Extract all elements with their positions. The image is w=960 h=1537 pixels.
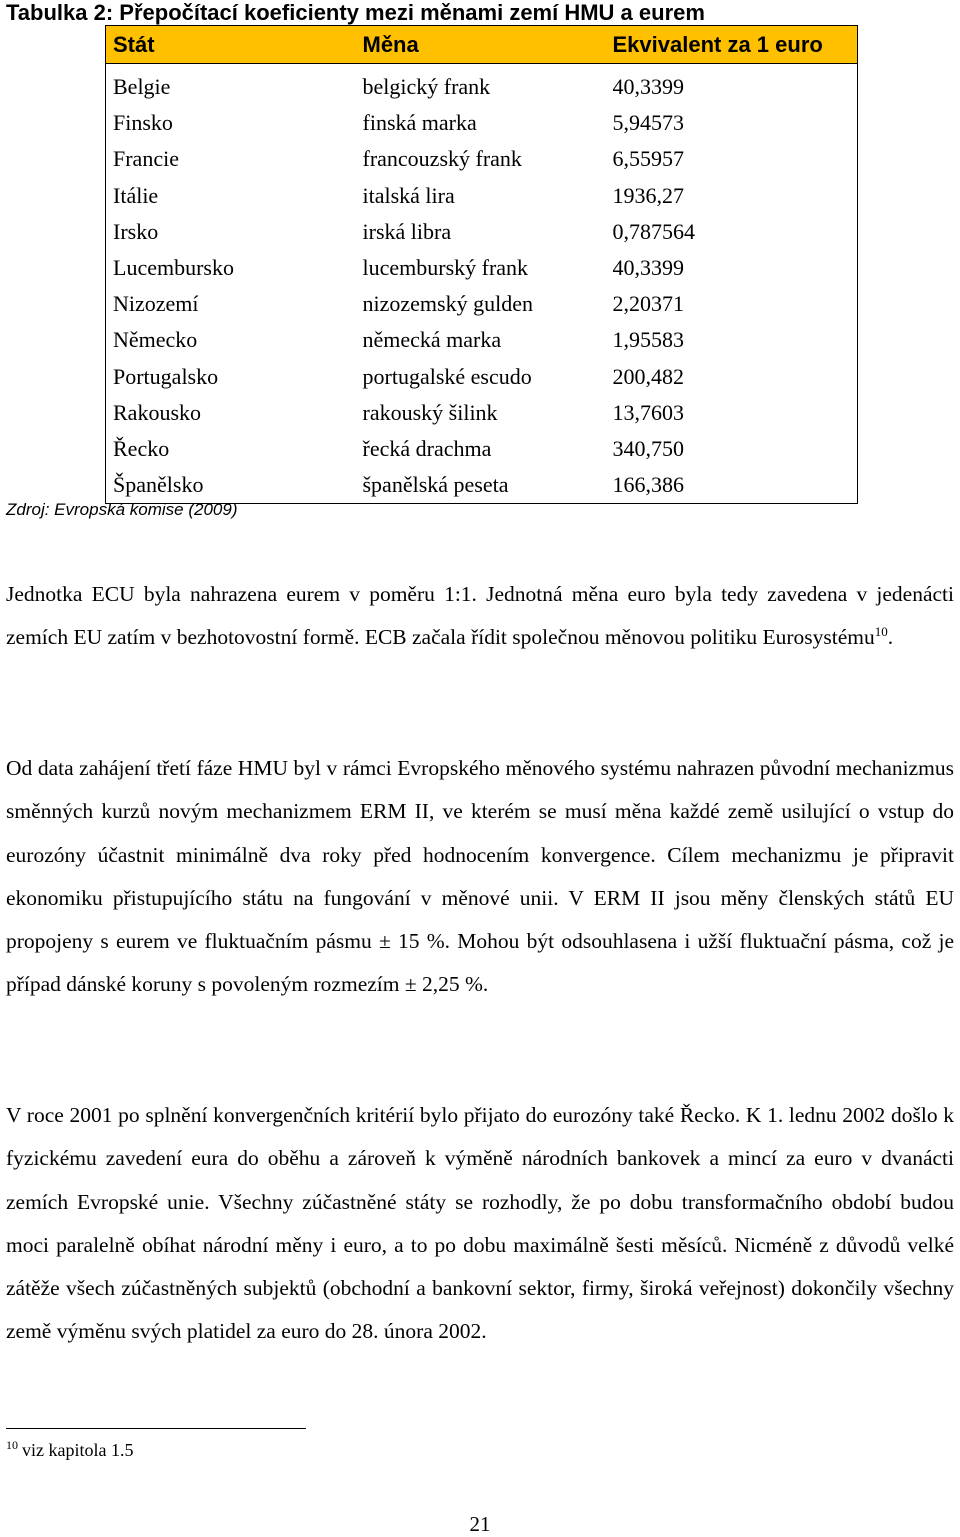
- cell-currency: irská libra: [362, 218, 452, 244]
- cell-rate: 13,7603: [612, 399, 684, 425]
- cell-rate: 40,3399: [612, 255, 684, 281]
- cell-currency: francouzský frank: [362, 146, 522, 172]
- cell-currency: nizozemský gulden: [362, 291, 533, 317]
- cell-rate: 5,94573: [612, 110, 684, 136]
- cell-currency: rakouský šilink: [362, 399, 498, 425]
- table-row: [106, 105, 858, 141]
- paragraph-ecu-end: .: [887, 625, 894, 650]
- paragraph-ecu-text: Jednotka ECU byla nahrazena eurem v poměru 1:1. Jednotná měna euro byla tedy zavedena v jedenácti zemích EU zatím v bezhotovostní formě. ECB začala řídit společnou měnovou politiku Eurosystému: [6, 582, 954, 650]
- cell-rate: 1936,27: [612, 182, 684, 208]
- footnote-separator: [6, 1428, 306, 1429]
- table-row: [106, 214, 858, 250]
- table-row: [106, 431, 858, 467]
- cell-country: Španělsko: [113, 472, 204, 498]
- page-number: 21: [469, 1512, 491, 1536]
- cell-currency: belgický frank: [362, 74, 491, 100]
- table-header-row: [106, 26, 858, 64]
- table-row: [106, 64, 858, 106]
- cell-country: Finsko: [113, 110, 173, 136]
- header-euro-equivalent: Ekvivalent za 1 euro: [606, 26, 858, 64]
- cell-rate: 40,3399: [612, 74, 684, 100]
- cell-rate: 200,482: [612, 363, 684, 389]
- header-country: Stát: [106, 26, 356, 64]
- cell-currency: finská marka: [362, 110, 477, 136]
- cell-currency: portugalské escudo: [362, 363, 532, 389]
- footnote: [6, 1440, 133, 1461]
- cell-currency: španělská peseta: [362, 472, 509, 498]
- table-row: [106, 467, 858, 504]
- cell-country: Řecko: [113, 435, 170, 461]
- paragraph-erm: Od data zahájení třetí fáze HMU byl v rámci Evropského měnového systému nahrazen původní mechanizmus směnných kurzů novým mechanizmem ERM II, ve kterém se musí měna každé země usilující o vstup do eurozóny účastnit minimálně dva roky před hodnocením konvergence. Cílem mechanizmu je připravit ekonomiku přistupujícího státu na fungování v měnové unii. V ERM II jsou měny členských států EU propojeny s eurem ve fluktuačním pásmu ± 15 %. Mohou být odsouhlasena i užší fluktuační pásma, což je případ dánské koruny s povoleným rozmezím ± 2,25 %.: [6, 756, 954, 997]
- cell-country: Nizozemí: [113, 291, 199, 317]
- cell-currency: řecká drachma: [362, 435, 492, 461]
- cell-currency: německá marka: [362, 327, 502, 353]
- cell-rate: 1,95583: [612, 327, 684, 353]
- cell-rate: 0,787564: [612, 218, 695, 244]
- table-row: [106, 250, 858, 286]
- paragraph-greece: V roce 2001 po splnění konvergenčních kritérií bylo přijato do eurozóny také Řecko. K 1. lednu 2002 došlo k fyzickému zavedení eura do oběhu a zároveň k výměně národních bankovek a mincí za euro v dvanácti zemích Evropské unie. Všechny zúčastněné státy se rozhodly, že po dobu transformačního období budou moci paralelně obíhat národní měny i euro, a to po dobu maximálně šesti měsíců. Nicméně z důvodů velké zátěže všech zúčastněných subjektů (obchodní a bankovní sektor, firmy, široká veřejnost) dokončily všechny země výměnu svých platidel za euro do 28. února 2002.: [6, 1103, 954, 1344]
- table-caption: Tabulka 2: Přepočítací koeficienty mezi měnami zemí HMU a eurem: [6, 0, 705, 25]
- table-source: Zdroj: Evropská komise (2009): [6, 500, 238, 519]
- cell-country: Itálie: [113, 182, 159, 208]
- table-row: [106, 141, 858, 177]
- footnote-reference[interactable]: 10: [874, 624, 888, 640]
- cell-country: Belgie: [113, 74, 171, 100]
- cell-country: Irsko: [113, 218, 159, 244]
- cell-rate: 340,750: [612, 435, 684, 461]
- cell-country: Portugalsko: [113, 363, 219, 389]
- cell-currency: italská lira: [362, 182, 455, 208]
- cell-rate: 6,55957: [612, 146, 684, 172]
- table-row: [106, 286, 858, 322]
- cell-country: Rakousko: [113, 399, 201, 425]
- cell-rate: 166,386: [612, 472, 684, 498]
- footnote-text: viz kapitola 1.5: [22, 1440, 134, 1460]
- header-currency: Měna: [356, 26, 606, 64]
- cell-rate: 2,20371: [612, 291, 684, 317]
- table-row: [106, 359, 858, 395]
- cell-country: Lucembursko: [113, 255, 234, 281]
- cell-country: Francie: [113, 146, 179, 172]
- cell-currency: lucemburský frank: [362, 255, 529, 281]
- cell-country: Německo: [113, 327, 198, 353]
- footnote-number: 10: [6, 1438, 18, 1452]
- paragraph-ecu: [6, 573, 954, 660]
- table-row: [106, 395, 858, 431]
- table-row: [106, 178, 858, 214]
- exchange-rate-table: [105, 25, 858, 504]
- table-row: [106, 322, 858, 358]
